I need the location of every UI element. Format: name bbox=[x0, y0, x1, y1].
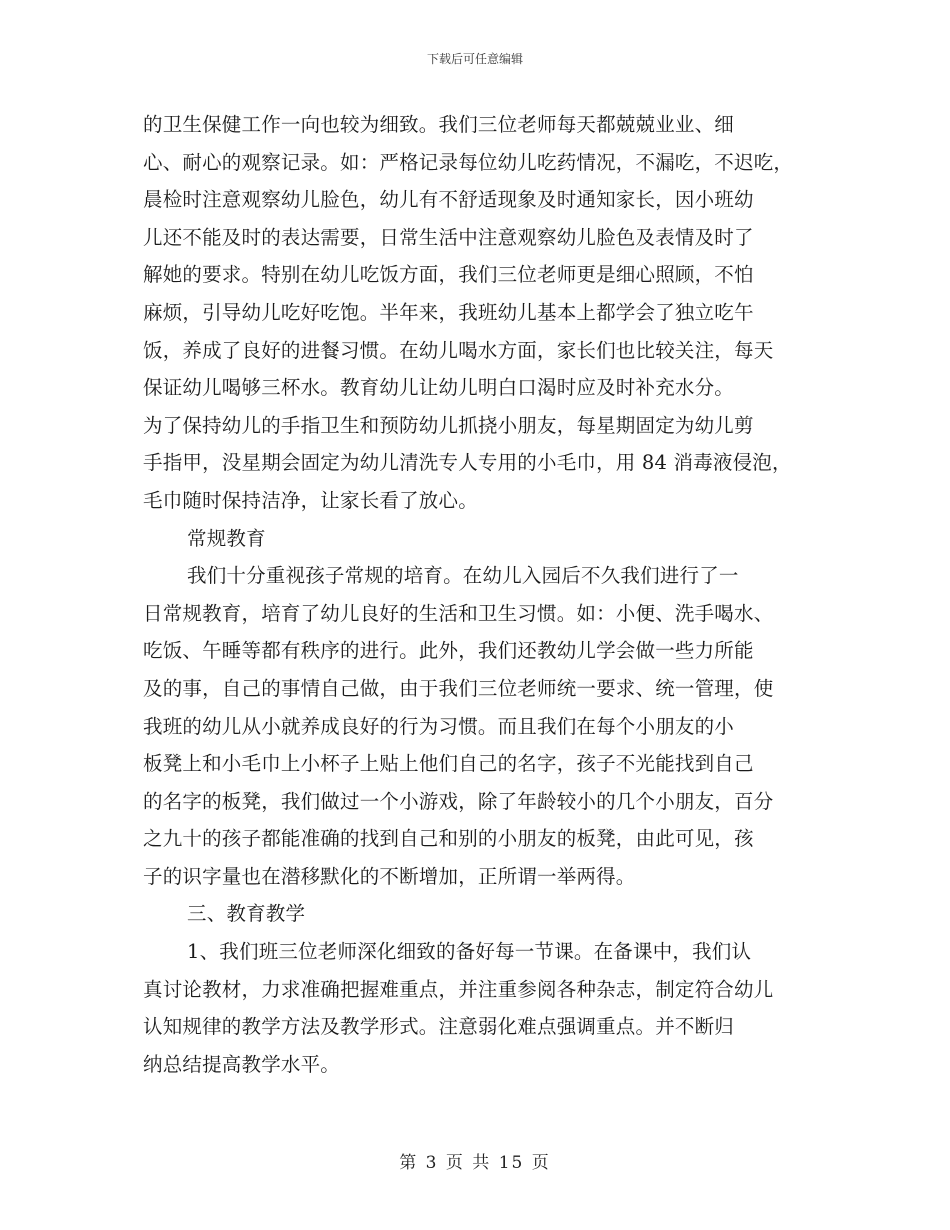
text-line: 解她的要求。特别在幼儿吃饭方面，我们三位老师更是细心照顾，不怕 bbox=[143, 263, 754, 287]
text-line: 我们十分重视孩子常规的培育。在幼儿入园后不久我们进行了一 bbox=[187, 564, 739, 588]
text-line: 晨检时注意观察幼儿脸色，幼儿有不舒适现象及时通知家长，因小班幼 bbox=[143, 188, 754, 212]
text-line: 心、耐心的观察记录。如：严格记录每位幼儿吃药情况，不漏吃，不迟吃， bbox=[143, 150, 794, 174]
page-header: 下载后可任意编辑 bbox=[426, 52, 523, 66]
document-body bbox=[143, 106, 808, 1083]
text-line: 的卫生保健工作一向也较为细致。我们三位老师每天都兢兢业业、细 bbox=[143, 113, 735, 136]
section-heading-teaching: 三、教育教学 bbox=[187, 902, 306, 926]
text-line: 保证幼儿喝够三杯水。教育幼儿让幼儿明白口渴时应及时补充水分。 bbox=[143, 376, 735, 400]
text-line: 之九十的孩子都能准确的找到自己和别的小朋友的板凳，由此可见，孩 bbox=[143, 827, 754, 851]
text-line: 儿还不能及时的表达需要，日常生活中注意观察幼儿脸色及表情及时了 bbox=[143, 225, 754, 249]
text-line: 纳总结提高教学水平。 bbox=[143, 1052, 341, 1076]
text-line: 1、我们班三位老师深化细致的备好每一节课。在备课中，我们认 bbox=[187, 940, 752, 964]
text-line: 吃饭、午睡等都有秩序的进行。此外，我们还教幼儿学会做一些力所能 bbox=[143, 639, 754, 663]
text-line: 麻烦，引导幼儿吃好吃饱。半年来，我班幼儿基本上都学会了独立吃午 bbox=[143, 300, 754, 324]
text-line: 手指甲，没星期会固定为幼儿清洗专人专用的小毛巾，用 84 消毒液侵泡， bbox=[143, 451, 792, 475]
text-line: 为了保持幼儿的手指卫生和预防幼儿抓挠小朋友，每星期固定为幼儿剪 bbox=[143, 413, 754, 437]
text-line: 板凳上和小毛巾上小杯子上贴上他们自己的名字，孩子不光能找到自己 bbox=[143, 752, 754, 776]
text-line: 饭，养成了良好的进餐习惯。在幼儿喝水方面，家长们也比较关注，每天 bbox=[143, 338, 774, 362]
text-line: 认知规律的教学方法及教学形式。注意弱化难点强调重点。并不断归 bbox=[143, 1015, 735, 1039]
section-heading-routine: 常规教育 bbox=[187, 526, 266, 550]
text-line: 及的事，自己的事情自己做，由于我们三位老师统一要求、统一管理，使 bbox=[143, 676, 774, 700]
text-line: 真讨论教材，力求准确把握难重点，并注重参阅各种杂志，制定符合幼儿 bbox=[143, 977, 774, 1001]
text-line: 我班的幼儿从小就养成良好的行为习惯。而且我们在每个小朋友的小 bbox=[143, 714, 735, 738]
text-line: 子的识字量也在潜移默化的不断增加，正所谓一举两得。 bbox=[143, 864, 636, 888]
page-number-footer: 第 3 页 共 15 页 bbox=[399, 1153, 551, 1173]
text-line: 的名字的板凳，我们做过一个小游戏，除了年龄较小的几个小朋友，百分 bbox=[143, 789, 774, 813]
text-line: 日常规教育，培育了幼儿良好的生活和卫生习惯。如：小便、洗手喝水、 bbox=[143, 601, 774, 625]
text-line: 毛巾随时保持洁净，让家长看了放心。 bbox=[143, 488, 478, 512]
